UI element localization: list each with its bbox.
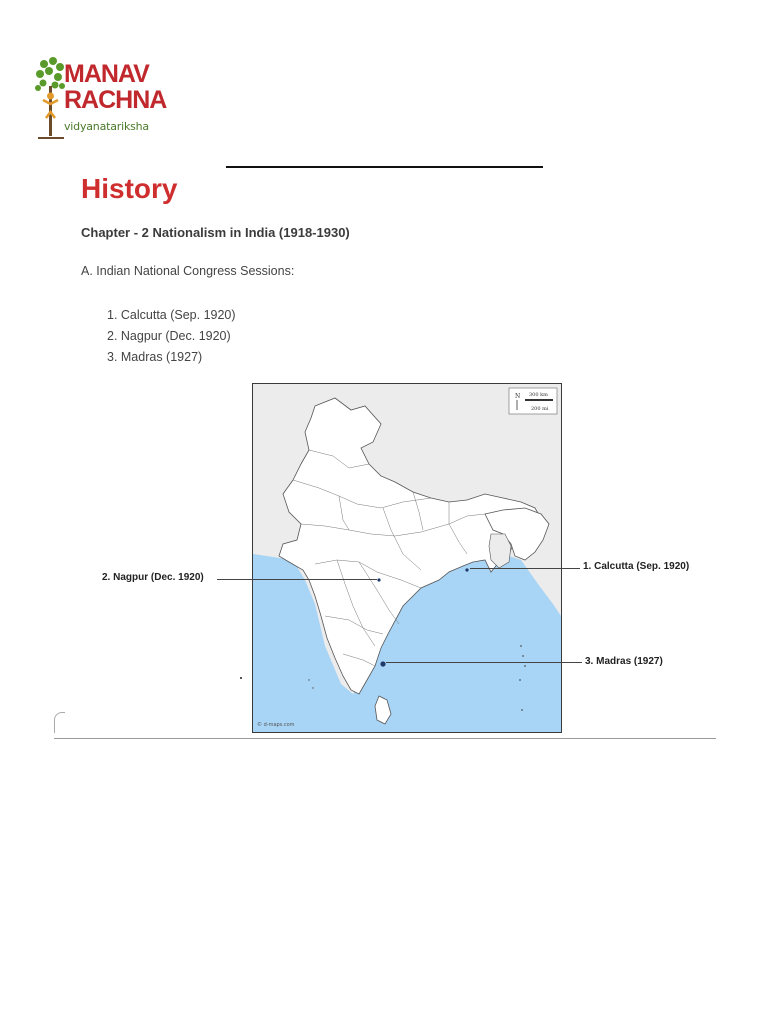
scale-km-label: 300 km: [529, 392, 548, 398]
calcutta-callout: 1. Calcutta (Sep. 1920): [583, 561, 690, 572]
scale-box: [509, 388, 557, 414]
map-credit: © d-maps.com: [257, 722, 295, 728]
logo-line-2: RACHNA: [64, 86, 167, 114]
india-outline-map: [253, 384, 561, 732]
corner-bracket: [54, 712, 65, 733]
nagpur-marker: [377, 578, 380, 581]
chapter-heading: Chapter - 2 Nationalism in India (1918-1930): [81, 225, 350, 240]
madras-marker: [380, 661, 385, 666]
header-rule: [226, 166, 543, 168]
north-label: N: [515, 393, 521, 400]
section-heading: A. Indian National Congress Sessions:: [81, 264, 295, 278]
list-item: 2. Nagpur (Dec. 1920): [107, 329, 231, 343]
scale-mi-label: 200 mi: [531, 406, 549, 412]
tree-person-icon: [34, 56, 68, 142]
school-logo: [34, 56, 167, 142]
nagpur-callout: 2. Nagpur (Dec. 1920): [102, 572, 204, 583]
list-item: 1. Calcutta (Sep. 1920): [107, 308, 236, 322]
footer-rule: [54, 738, 716, 739]
nagpur-leader: [217, 579, 377, 580]
calcutta-leader: [470, 568, 580, 569]
logo-tagline: vidyanatariksha: [64, 120, 149, 133]
india-map: [252, 383, 562, 733]
sessions-list: [107, 305, 236, 368]
logo-line-1: MANAV: [64, 60, 149, 88]
page-title: History: [81, 173, 178, 204]
madras-leader: [386, 662, 582, 663]
calcutta-marker: [465, 568, 468, 571]
list-item: 3. Madras (1927): [107, 350, 203, 364]
stray-mark: [240, 677, 242, 679]
madras-callout: 3. Madras (1927): [585, 656, 663, 667]
